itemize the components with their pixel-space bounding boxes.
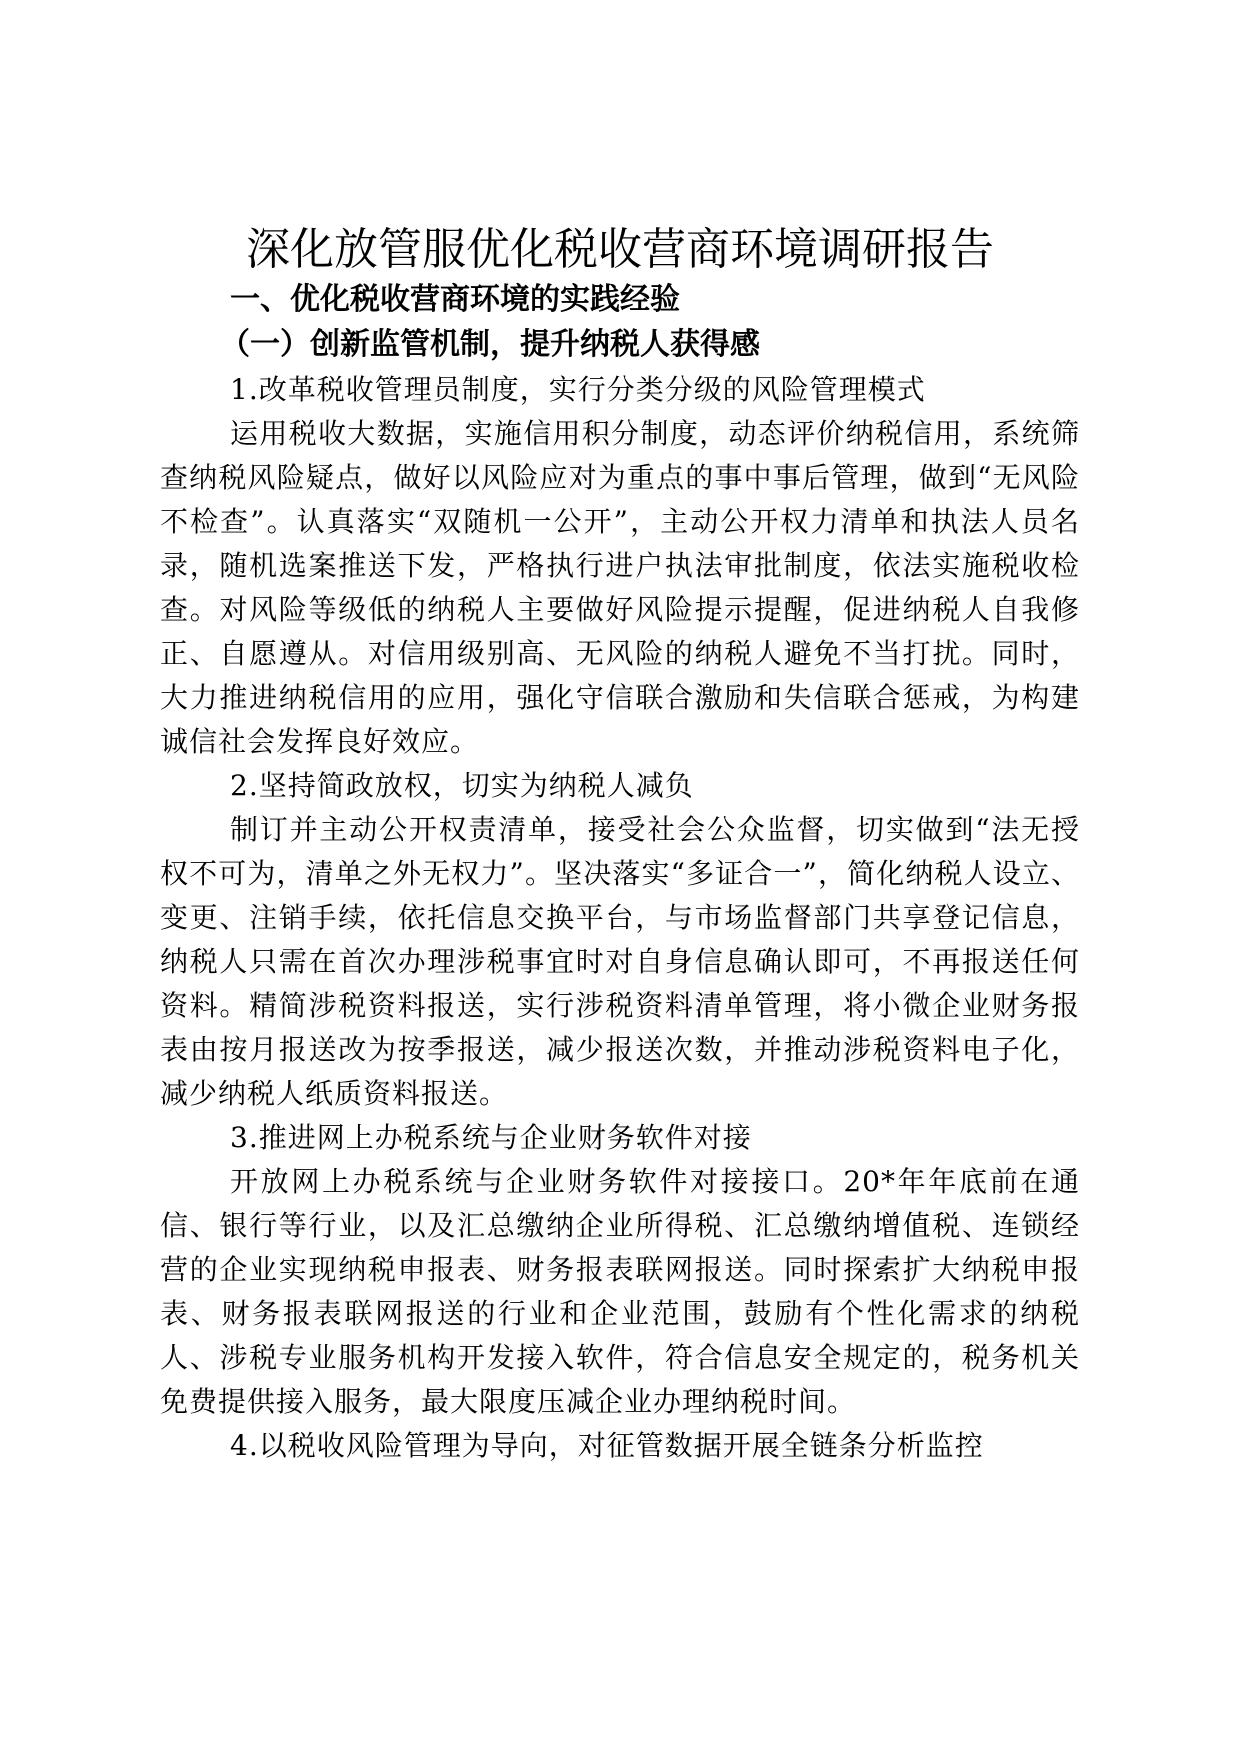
item-heading-4: 4.以税收风险管理为导向，对征管数据开展全链条分析监控 — [230, 1429, 984, 1462]
document-title: 深化放管服优化税收营商环境调研报告 — [246, 224, 994, 275]
item-heading-1: 1.改革税收管理员制度，实行分类分级的风险管理模式 — [230, 373, 926, 406]
subsection-heading: （一）创新监管机制，提升纳税人获得感 — [220, 327, 760, 362]
document-body — [160, 224, 1080, 1468]
item-heading-2: 2.坚持简政放权，切实为纳税人减负 — [230, 769, 694, 802]
item-body-3: 开放网上办税系统与企业财务软件对接接口。20*年年底前在通信、银行等行业，以及汇总缴纳企业所得税、汇总缴纳增值税、连锁经营的企业实现纳税申报表、财务报表联网报送。同时探索扩大纳税申报表、财务报表联网报送的行业和企业范围，鼓励有个性化需求的纳税人、涉税专业服务机构开发接入软件，符合信息安全规定的，税务机关免费提供接入服务，最大限度压减企业办理纳税时间。 — [160, 1165, 1080, 1418]
item-heading-3: 3.推进网上办税系统与企业财务软件对接 — [230, 1121, 752, 1154]
item-body-1: 运用税收大数据，实施信用积分制度，动态评价纳税信用，系统筛查纳税风险疑点，做好以风险应对为重点的事中事后管理，做到“无风险不检查”。认真落实“双随机一公开”，主动公开权力清单和执法人员名录，随机选案推送下发，严格执行进户执法审批制度，依法实施税收检查。对风险等级低的纳税人主要做好风险提示提醒，促进纳税人自我修正、自愿遵从。对信用级别高、无风险的纳税人避免不当打扰。同时，大力推进纳税信用的应用，强化守信联合激励和失信联合惩戒，为构建诚信社会发挥良好效应。 — [160, 417, 1080, 758]
section-heading: 一、优化税收营商环境的实践经验 — [230, 282, 680, 317]
item-body-2: 制订并主动公开权责清单，接受社会公众监督，切实做到“法无授权不可为，清单之外无权力”。坚决落实“多证合一”，简化纳税人设立、变更、注销手续，依托信息交换平台，与市场监督部门共享登记信息，纳税人只需在首次办理涉税事宜时对自身信息确认即可，不再报送任何资料。精简涉税资料报送，实行涉税资料清单管理，将小微企业财务报表由按月报送改为按季报送，减少报送次数，并推动涉税资料电子化，减少纳税人纸质资料报送。 — [160, 813, 1080, 1110]
